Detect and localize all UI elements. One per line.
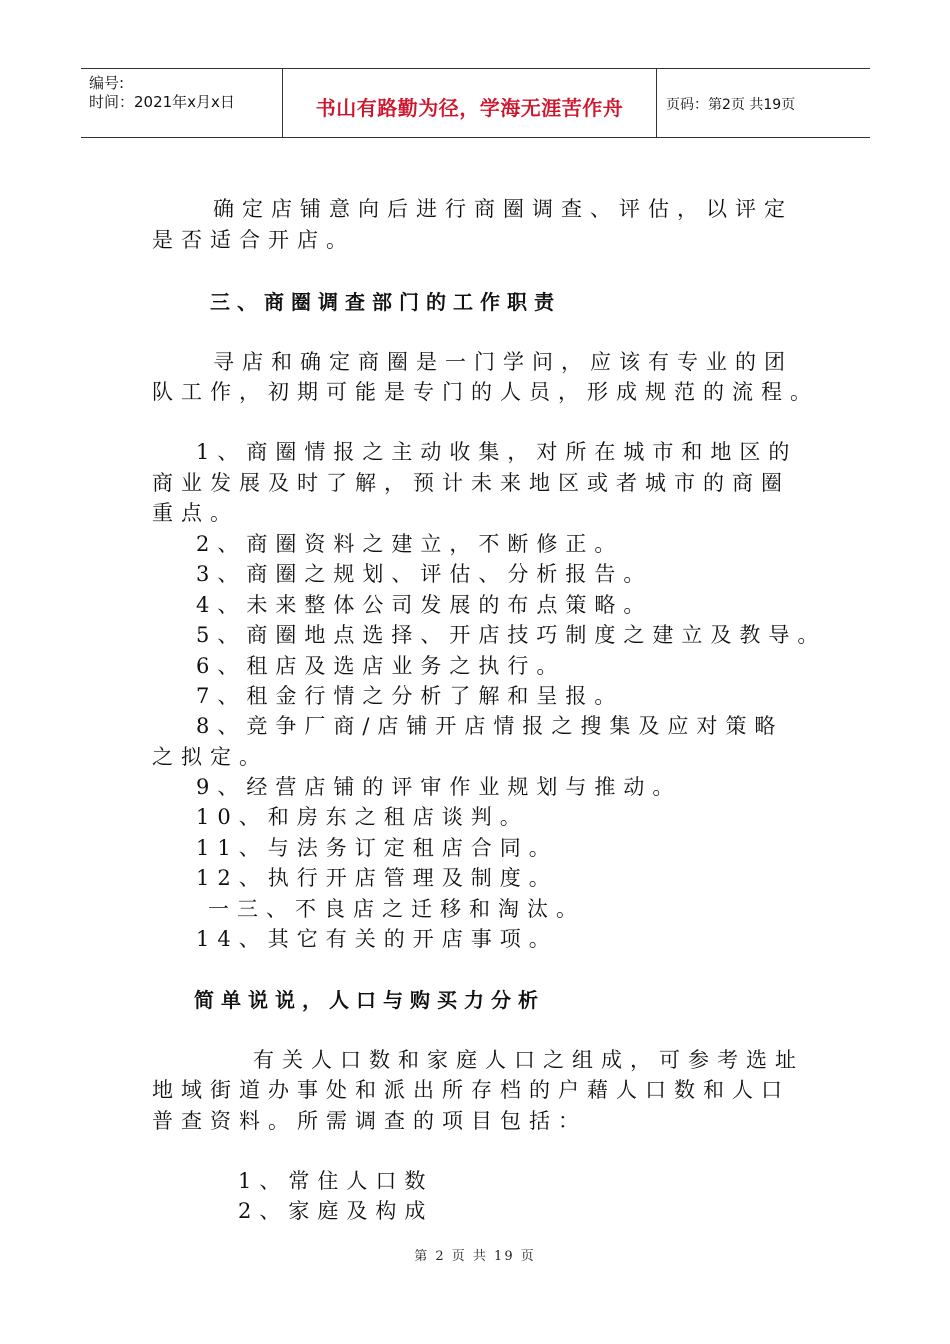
list-item: 8、竞争厂商/店铺开店情报之搜集及应对策略 [196, 714, 784, 738]
paragraph-line: 确定店铺意向后进行商圈调查、评估，以评定 [213, 197, 793, 221]
list-item: 12、执行开店管理及制度。 [196, 866, 558, 890]
document-header [81, 68, 870, 138]
list-item: 3、商圈之规划、评估、分析报告。 [196, 562, 653, 586]
list-item-continuation: 重点。 [152, 501, 239, 525]
list-item-continuation: 商业发展及时了解，预计未来地区或者城市的商圈 [152, 471, 790, 495]
list-item: 5、商圈地点选择、开店技巧制度之建立及教导。 [196, 623, 827, 647]
list-item-continuation: 之拟定。 [152, 745, 268, 769]
paragraph-line: 普查资料。所需调查的项目包括： [152, 1109, 587, 1133]
section-heading: 三、商圈调查部门的工作职责 [210, 290, 561, 314]
paragraph-line: 有关人口数和家庭人口之组成，可参考选址 [253, 1048, 804, 1072]
header-center-cell [282, 69, 657, 137]
header-right-cell [656, 69, 870, 137]
paragraph-line: 地域街道办事处和派出所存档的户藉人口数和人口 [152, 1078, 790, 1102]
list-item: 一三、不良店之迁移和淘汰。 [208, 897, 585, 921]
list-item: 4、未来整体公司发展的布点策略。 [196, 593, 653, 617]
page-footer: 第 2 页 共 19 页 [414, 1249, 536, 1264]
list-item: 6、租店及选店业务之执行。 [196, 654, 566, 678]
paragraph-line: 是否适合开店。 [152, 228, 355, 252]
document-date: 时间：2021年x月x日 [89, 93, 235, 111]
paragraph-line: 队工作，初期可能是专门的人员，形成规范的流程。 [152, 380, 819, 404]
list-item: 14、其它有关的开店事项。 [196, 927, 558, 951]
header-motto: 书山有路勤为径，学海无涯苦作舟 [315, 96, 624, 120]
list-item: 2、商圈资料之建立，不断修正。 [196, 532, 624, 556]
list-item: 11、与法务订定租店合同。 [196, 836, 558, 860]
list-item: 1、常住人口数 [238, 1169, 434, 1193]
paragraph-line: 寻店和确定商圈是一门学问，应该有专业的团 [213, 350, 793, 374]
header-left-cell [81, 69, 282, 137]
list-item: 1、商圈情报之主动收集，对所在城市和地区的 [196, 440, 798, 464]
section-heading: 简单说说，人口与购买力分析 [194, 988, 545, 1012]
list-item: 10、和房东之租店谈判。 [196, 805, 529, 829]
header-page-number: 页码：第2页 共19页 [666, 97, 796, 113]
document-number: 编号: [89, 74, 125, 92]
list-item: 9、经营店铺的评审作业规划与推动。 [196, 775, 682, 799]
list-item: 2、家庭及构成 [238, 1199, 434, 1223]
list-item: 7、租金行情之分析了解和呈报。 [196, 684, 624, 708]
